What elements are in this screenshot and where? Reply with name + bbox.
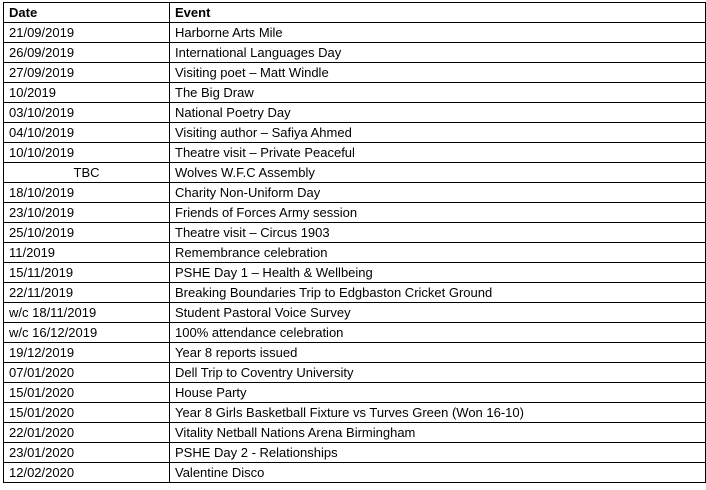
table-row: [4, 143, 706, 163]
date-cell: w/c 16/12/2019: [4, 323, 170, 343]
date-cell: 07/01/2020: [4, 363, 170, 383]
event-cell: Theatre visit – Private Peaceful: [170, 143, 706, 163]
table-row: [4, 303, 706, 323]
date-cell: 04/10/2019: [4, 123, 170, 143]
table-row: [4, 163, 706, 183]
date-cell: 12/02/2020: [4, 463, 170, 483]
event-cell: Visiting poet – Matt Windle: [170, 63, 706, 83]
table-row: [4, 123, 706, 143]
event-cell: Charity Non-Uniform Day: [170, 183, 706, 203]
events-table: [3, 2, 706, 483]
table-row: [4, 343, 706, 363]
date-cell: w/c 18/11/2019: [4, 303, 170, 323]
date-cell: 22/11/2019: [4, 283, 170, 303]
table-row: [4, 403, 706, 423]
table-row: [4, 383, 706, 403]
date-column-header: Date: [4, 3, 170, 23]
date-cell: 23/01/2020: [4, 443, 170, 463]
date-cell: 15/11/2019: [4, 263, 170, 283]
event-cell: International Languages Day: [170, 43, 706, 63]
date-cell: 18/10/2019: [4, 183, 170, 203]
date-cell: 23/10/2019: [4, 203, 170, 223]
date-cell: 21/09/2019: [4, 23, 170, 43]
date-cell: 19/12/2019: [4, 343, 170, 363]
table-row: [4, 183, 706, 203]
table-row: [4, 463, 706, 483]
date-cell: 11/2019: [4, 243, 170, 263]
event-cell: Student Pastoral Voice Survey: [170, 303, 706, 323]
table-row: [4, 63, 706, 83]
table-row: [4, 43, 706, 63]
table-row: [4, 103, 706, 123]
event-cell: PSHE Day 2 - Relationships: [170, 443, 706, 463]
table-header-row: [4, 3, 706, 23]
table-row: [4, 263, 706, 283]
table-row: [4, 83, 706, 103]
date-cell: 15/01/2020: [4, 383, 170, 403]
event-cell: Visiting author – Safiya Ahmed: [170, 123, 706, 143]
event-column-header: Event: [170, 3, 706, 23]
event-cell: Breaking Boundaries Trip to Edgbaston Cricket Ground: [170, 283, 706, 303]
event-cell: House Party: [170, 383, 706, 403]
event-cell: PSHE Day 1 – Health & Wellbeing: [170, 263, 706, 283]
event-cell: Remembrance celebration: [170, 243, 706, 263]
date-cell: 03/10/2019: [4, 103, 170, 123]
table-row: [4, 203, 706, 223]
date-cell: 22/01/2020: [4, 423, 170, 443]
table-row: [4, 423, 706, 443]
date-cell: 27/09/2019: [4, 63, 170, 83]
date-cell: TBC: [4, 163, 170, 183]
event-cell: Valentine Disco: [170, 463, 706, 483]
event-cell: Wolves W.F.C Assembly: [170, 163, 706, 183]
event-cell: Friends of Forces Army session: [170, 203, 706, 223]
event-cell: Year 8 reports issued: [170, 343, 706, 363]
table-row: [4, 223, 706, 243]
event-cell: The Big Draw: [170, 83, 706, 103]
date-cell: 10/2019: [4, 83, 170, 103]
event-cell: 100% attendance celebration: [170, 323, 706, 343]
event-cell: Vitality Netball Nations Arena Birmingham: [170, 423, 706, 443]
date-cell: 15/01/2020: [4, 403, 170, 423]
table-row: [4, 283, 706, 303]
date-cell: 26/09/2019: [4, 43, 170, 63]
date-cell: 25/10/2019: [4, 223, 170, 243]
table-body: [4, 23, 706, 483]
table-row: [4, 23, 706, 43]
date-cell: 10/10/2019: [4, 143, 170, 163]
table-row: [4, 443, 706, 463]
event-cell: Theatre visit – Circus 1903: [170, 223, 706, 243]
event-cell: Harborne Arts Mile: [170, 23, 706, 43]
event-cell: Dell Trip to Coventry University: [170, 363, 706, 383]
table-row: [4, 363, 706, 383]
event-cell: Year 8 Girls Basketball Fixture vs Turves Green (Won 16-10): [170, 403, 706, 423]
table-row: [4, 243, 706, 263]
table-row: [4, 323, 706, 343]
event-cell: National Poetry Day: [170, 103, 706, 123]
